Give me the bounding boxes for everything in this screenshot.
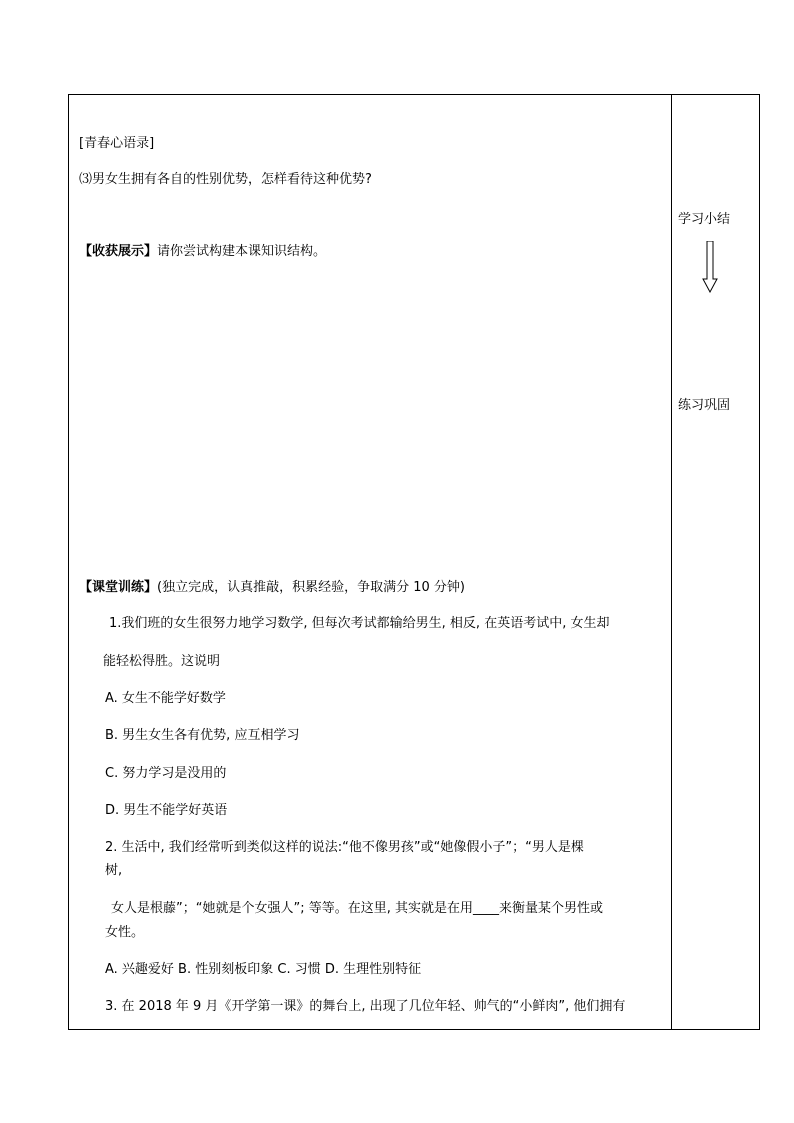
question-3-prompt: ⑶男女生拥有各自的性别优势，怎样看待这种优势? xyxy=(79,172,372,187)
q2-line-3: 女人是根藤”；“她就是个女强人”; 等等。在这里, 其实就是在用____来衡量某个男性或 xyxy=(111,901,603,916)
shouhuo-label: 【收获展示】 xyxy=(79,244,158,259)
side-practice-label: 练习巩固 xyxy=(678,398,731,413)
q1-option-d: D. 男生不能学好英语 xyxy=(105,803,228,818)
xunlian-label: 【课堂训练】 xyxy=(79,580,158,595)
q1-option-c: C. 努力学习是没用的 xyxy=(105,766,227,781)
q1-option-b: B. 男生女生各有优势, 应互相学习 xyxy=(105,728,300,743)
q2-options: A. 兴趣爱好 B. 性别刻板印象 C. 习惯 D. 生理性别特征 xyxy=(105,962,422,977)
shouhuo-section xyxy=(79,243,326,261)
q2-line-4: 女性。 xyxy=(105,925,145,940)
xunlian-text: (独立完成，认真推敲，积累经验，争取满分 10 分钟) xyxy=(157,580,465,595)
main-column xyxy=(69,95,671,1029)
side-column xyxy=(672,95,760,1029)
q1-option-a: A. 女生不能学好数学 xyxy=(105,691,226,706)
qingchun-heading: [青春心语录] xyxy=(79,136,155,151)
worksheet-table xyxy=(68,94,760,1030)
q1-line-1: 1.我们班的女生很努力地学习数学, 但每次考试都输给男生, 相反, 在英语考试中, 女生却 xyxy=(109,616,610,631)
q2-line-2: 树, xyxy=(105,863,123,878)
q3-line-1: 3. 在 2018 年 9 月《开学第一课》的舞台上, 出现了几位年轻、帅气的“小鲜肉”, 他们拥有 xyxy=(105,999,626,1014)
xunlian-section xyxy=(79,579,465,597)
q1-line-2: 能轻松得胜。这说明 xyxy=(103,654,221,669)
side-summary-label: 学习小结 xyxy=(678,212,731,227)
q2-line-1: 2. 生活中, 我们经常听到类似这样的说法:“他不像男孩”或“她像假小子”；“男人是棵 xyxy=(105,840,584,855)
shouhuo-text: 请你尝试构建本课知识结构。 xyxy=(157,244,327,259)
arrow-down-icon xyxy=(702,241,718,293)
